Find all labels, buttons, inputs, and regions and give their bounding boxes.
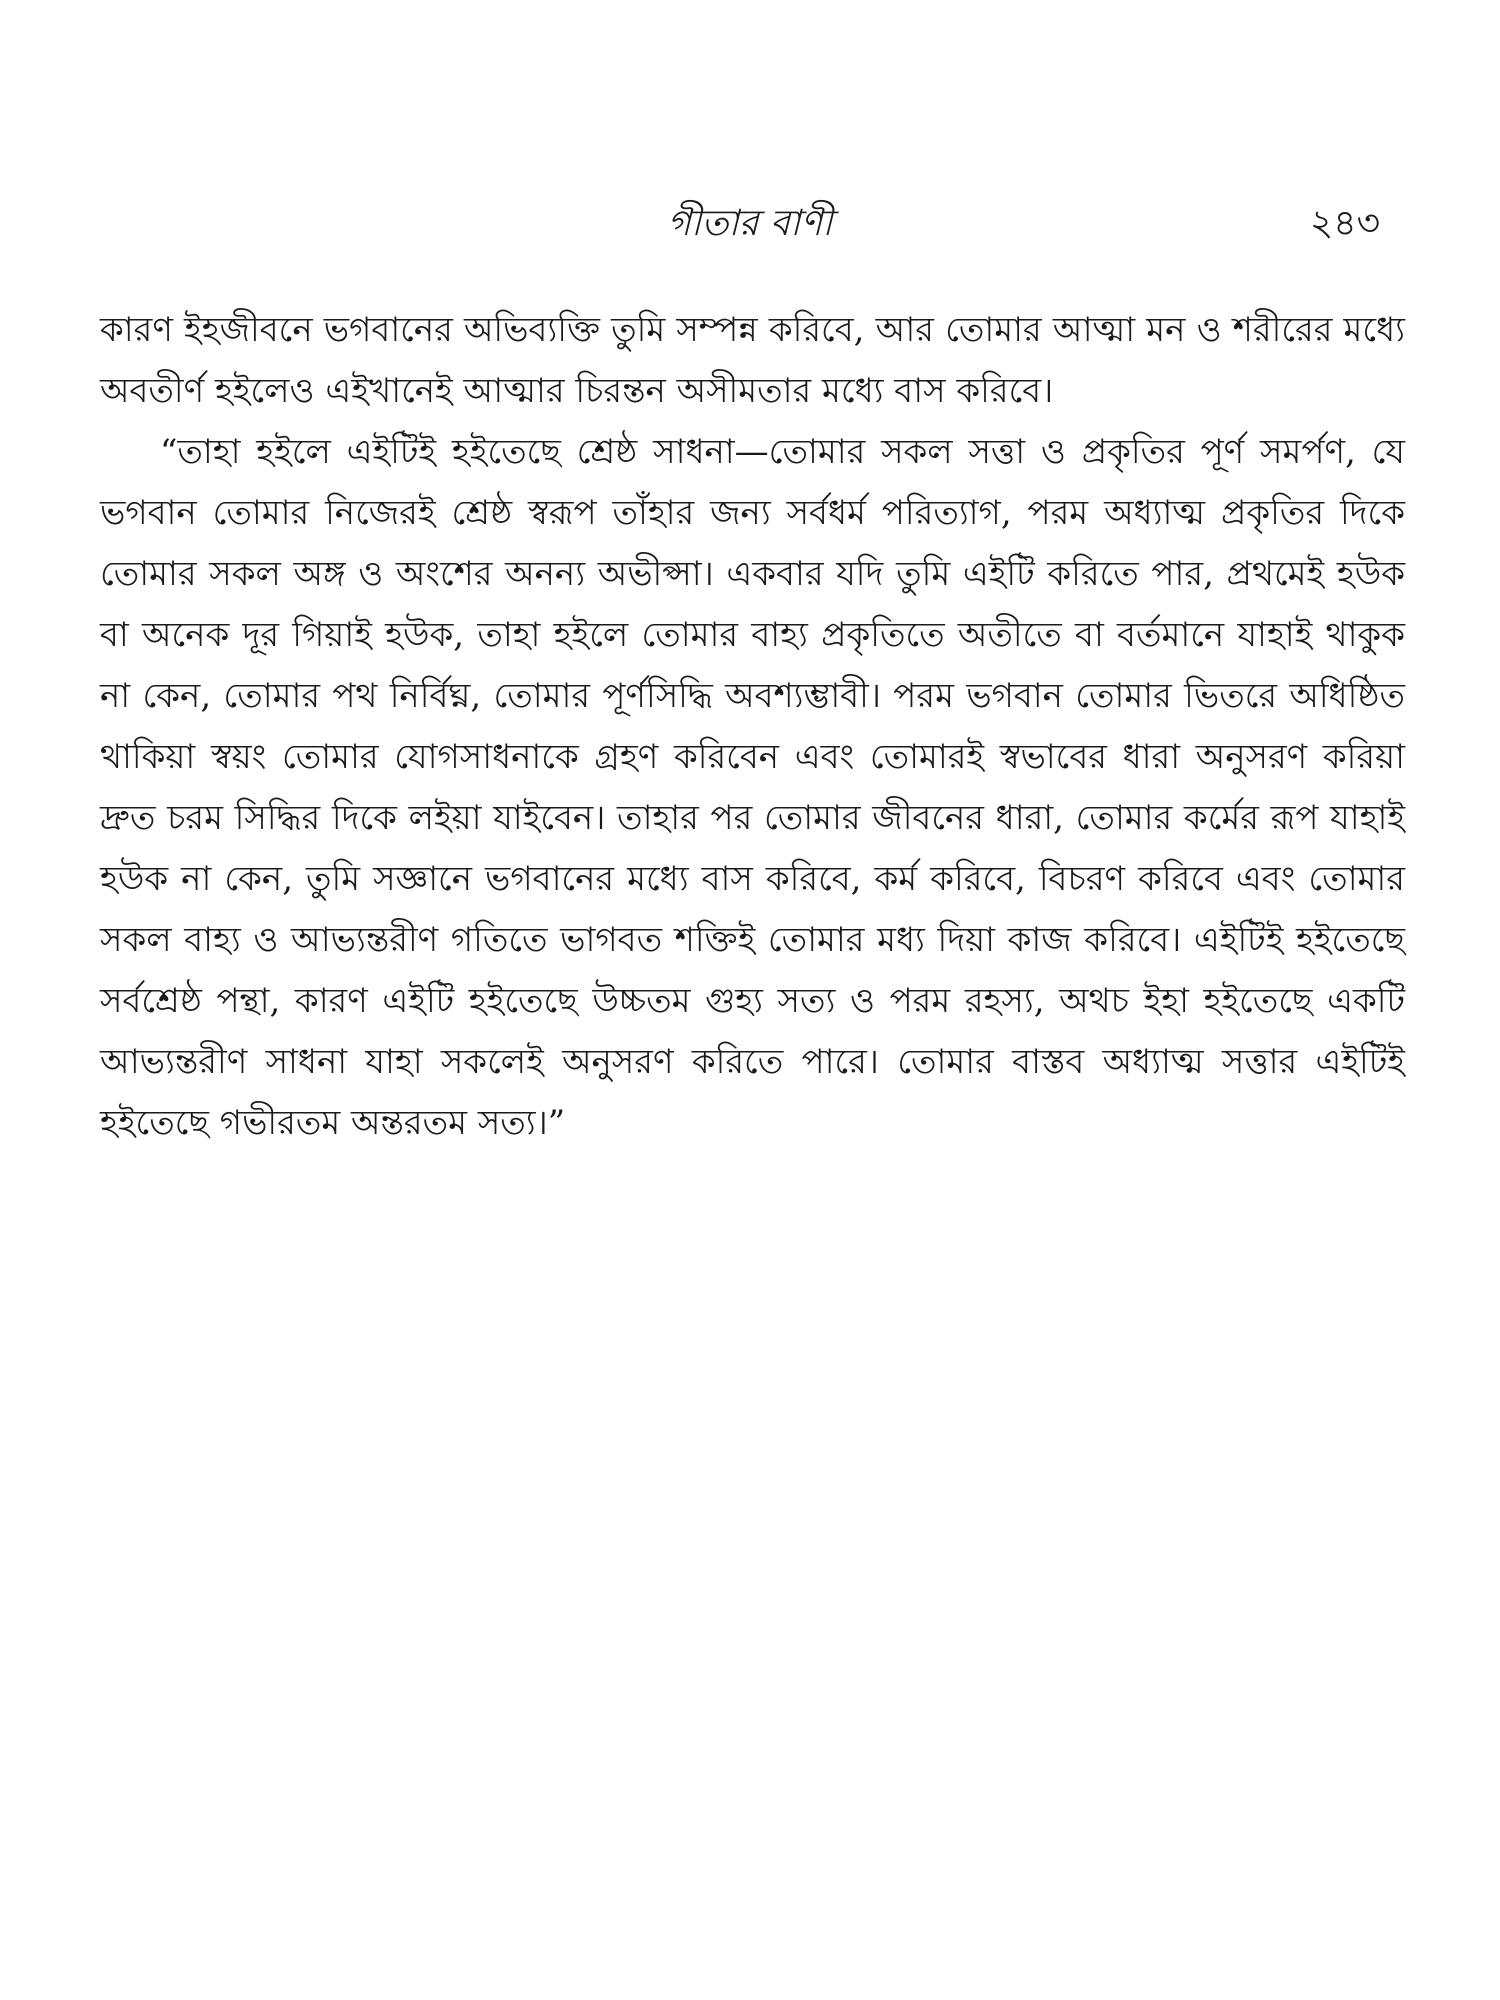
running-title: গীতার বাণী	[667, 203, 833, 244]
running-head	[100, 200, 1400, 260]
body-text	[100, 300, 1405, 1154]
paragraph-quotation: “তাহা হইলে এইটিই হইতেছে শ্রেষ্ঠ সাধনা—তোমার সকল সত্তা ও প্রকৃতির পূর্ণ সমর্পণ, যে ভগবান তোমার নিজেরই শ্রেষ্ঠ স্বরূপ তাঁহার জন্য সর্বধর্ম পরিত্যাগ, পরম অধ্যাত্ম প্রকৃতির দিকে তোমার সকল অঙ্গ ও অংশের অনন্য অভীপ্সা। একবার যদি তুমি এইটি করিতে পার, প্রথমেই হউক বা অনেক দূর গিয়াই হউক, তাহা হইলে তোমার বাহ্য প্রকৃতিতে অতীতে বা বর্তমানে যাহাই থাকুক না কেন, তোমার পথ নির্বিঘ্ন, তোমার পূর্ণসিদ্ধি অবশ্যম্ভাবী। পরম ভগবান তোমার ভিতরে অধিষ্ঠিত থাকিয়া স্বয়ং তোমার যোগসাধনাকে গ্রহণ করিবেন এবং তোমারই স্বভাবের ধারা অনুসরণ করিয়া দ্রুত চরম সিদ্ধির দিকে লইয়া যাইবেন। তাহার পর তোমার জীবনের ধারা, তোমার কর্মের রূপ যাহাই হউক না কেন, তুমি সজ্ঞানে ভগবানের মধ্যে বাস করিবে, কর্ম করিবে, বিচরণ করিবে এবং তোমার সকল বাহ্য ও আভ্যন্তরীণ গতিতে ভাগবত শক্তিই তোমার মধ্য দিয়া কাজ করিবে। এইটিই হইতেছে সর্বশ্রেষ্ঠ পন্থা, কারণ এইটি হইতেছে উচ্চতম গুহ্য সত্য ও পরম রহস্য, অথচ ইহা হইতেছে একটি আভ্যন্তরীণ সাধনা যাহা সকলেই অনুসরণ করিতে পারে। তোমার বাস্তব অধ্যাত্ম সত্তার এইটিই হইতেছে গভীরতম অন্তরতম সত্য।”	[100, 432, 1405, 1143]
page-number: ২৪৩	[1309, 203, 1380, 244]
paragraph-continuation: কারণ ইহজীবনে ভগবানের অভিব্যক্তি তুমি সম্পন্ন করিবে, আর তোমার আত্মা মন ও শরীরের মধ্যে অবতীর্ণ হইলেও এইখানেই আত্মার চিরন্তন অসীমতার মধ্যে বাস করিবে।	[100, 310, 1405, 411]
